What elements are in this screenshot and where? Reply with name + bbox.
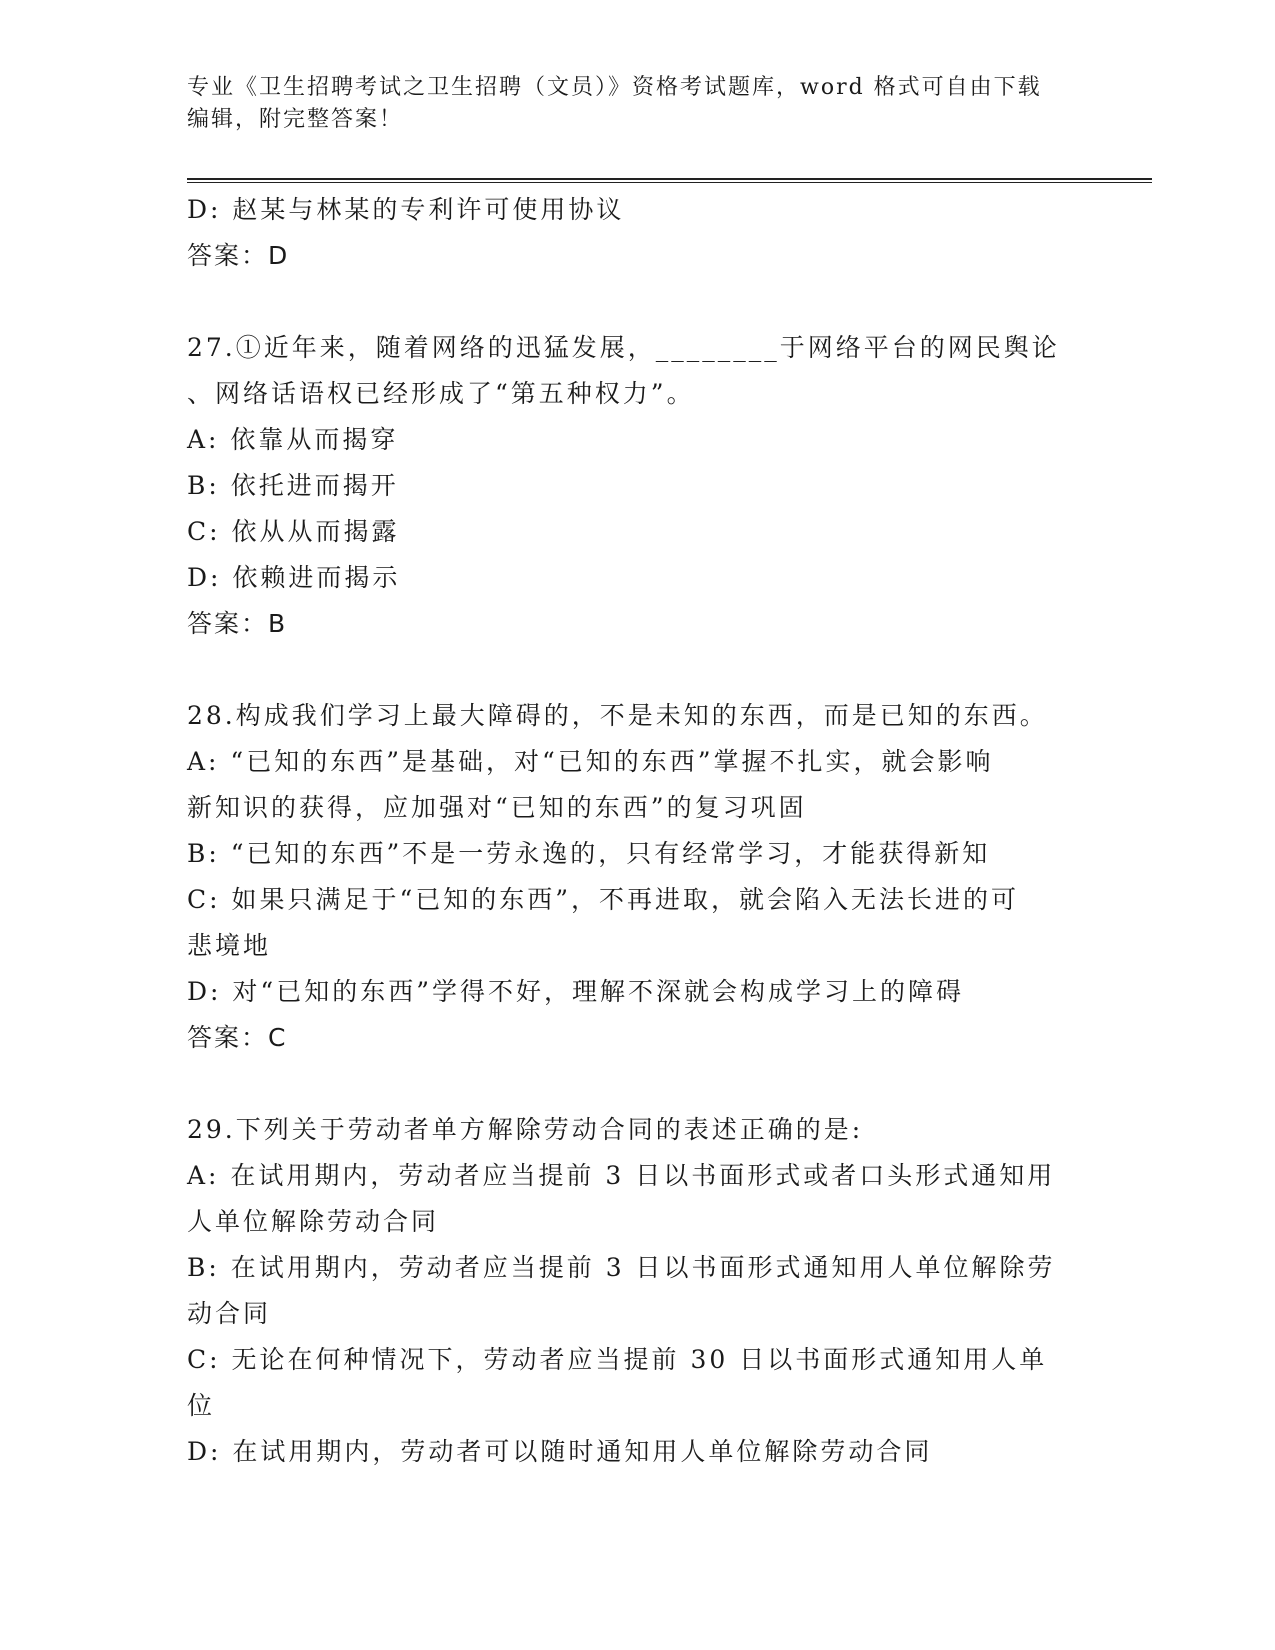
option-b-continued: 动合同: [187, 1299, 272, 1328]
page-header: [187, 72, 1067, 136]
question-content: [187, 187, 1077, 1475]
spacer: [187, 1061, 1077, 1107]
header-line-2: 编辑，附完整答案！: [187, 107, 404, 132]
answer-label: 答案：B: [187, 609, 288, 638]
header-divider: [187, 178, 1152, 183]
option-c: C: 依从从而揭露: [187, 517, 400, 546]
question-stem: 28.构成我们学习上最大障碍的，不是未知的东西，而是已知的东西。: [187, 701, 1048, 730]
option-d: D: 依赖进而揭示: [187, 563, 401, 592]
header-line-1: 专业《卫生招聘考试之卫生招聘（文员）》资格考试题库，word 格式可自由下载: [187, 75, 1042, 100]
spacer: [187, 279, 1077, 325]
question-27: [187, 325, 1077, 647]
option-d: D: 在试用期内，劳动者可以随时通知用人单位解除劳动合同: [187, 1437, 933, 1466]
prev-question-block: [187, 187, 1077, 279]
option-d: D: 对“已知的东西”学得不好，理解不深就会构成学习上的障碍: [187, 977, 964, 1006]
option-a-continued: 新知识的获得，应加强对“已知的东西”的复习巩固: [187, 793, 807, 822]
option-d: D: 赵某与林某的专利许可使用协议: [187, 195, 625, 224]
option-b: B: 依托进而揭开: [187, 471, 399, 500]
option-a: A: 在试用期内，劳动者应当提前 3 日以书面形式或者口头形式通知用: [187, 1161, 1056, 1190]
option-c-continued: 悲境地: [187, 931, 272, 960]
answer-label: 答案：C: [187, 1023, 288, 1052]
question-stem-continued: 、网络话语权已经形成了“第五种权力”。: [187, 379, 695, 408]
option-c: C: 如果只满足于“已知的东西”，不再进取，就会陷入无法长进的可: [187, 885, 1020, 914]
answer-label: 答案：D: [187, 241, 290, 270]
option-a-continued: 人单位解除劳动合同: [187, 1207, 440, 1236]
question-stem: 29.下列关于劳动者单方解除劳动合同的表述正确的是:: [187, 1115, 864, 1144]
spacer: [187, 647, 1077, 693]
option-a: A: “已知的东西”是基础，对“已知的东西”掌握不扎实，就会影响: [187, 747, 994, 776]
question-28: [187, 693, 1077, 1061]
option-b: B: “已知的东西”不是一劳永逸的，只有经常学习，才能获得新知: [187, 839, 991, 868]
option-c: C: 无论在何种情况下，劳动者应当提前 30 日以书面形式通知用人单: [187, 1345, 1048, 1374]
question-stem: 27.①近年来，随着网络的迅猛发展，________于网络平台的网民舆论: [187, 333, 1060, 362]
option-a: A: 依靠从而揭穿: [187, 425, 399, 454]
question-29: [187, 1107, 1077, 1475]
option-c-continued: 位: [187, 1391, 216, 1420]
option-b: B: 在试用期内，劳动者应当提前 3 日以书面形式通知用人单位解除劳: [187, 1253, 1056, 1282]
